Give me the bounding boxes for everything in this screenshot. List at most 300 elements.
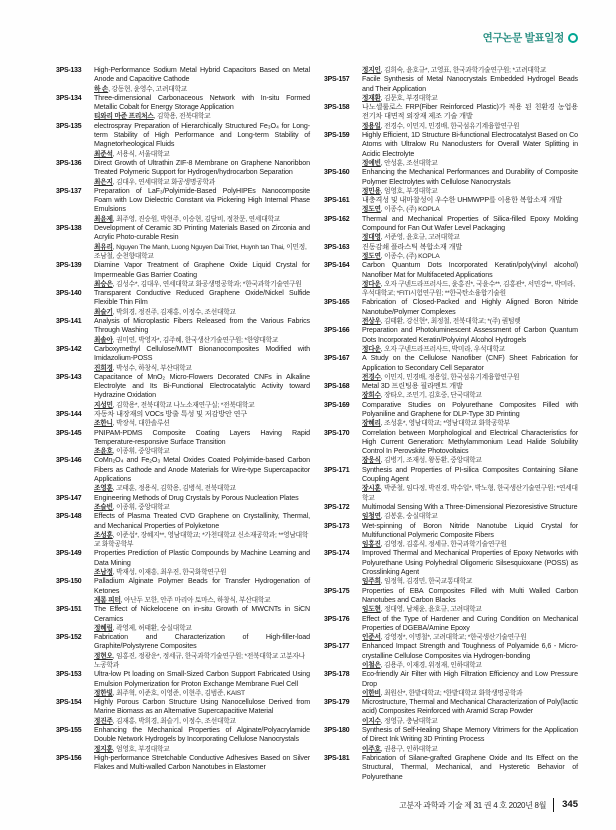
paper-title: Effect of the Type of Hardener and Curing Condition on Mechanical Properties of DGEBA/Amine Epoxy (362, 614, 578, 632)
paper-id: 3PS-147 (56, 494, 82, 502)
paper-id: 3PS-143 (56, 373, 82, 381)
first-author: 최준석 (94, 150, 113, 158)
paper-body (90, 317, 310, 345)
paper-id: 3PS-173 (324, 522, 350, 530)
paper-authors (362, 345, 578, 354)
paper-id: 3PS-179 (324, 699, 350, 707)
paper-id: 3PS-137 (56, 187, 82, 195)
paper-title: Enhancing the Mechanical Properties of Alginate/Polyacrylamide Double Network Hydrogels by Incorporating Cellulose Nanocrystals (94, 726, 310, 744)
paper-body (90, 512, 310, 549)
paper-body (358, 354, 578, 382)
paper-id: 3PS-160 (324, 169, 350, 177)
coauthors-affiliations: , 서용식, 서울대학교 (112, 150, 170, 158)
paper-title: PNIPAM-PDMS Composite Coating Layers Having Rapid Temperature-responsive Surface Transition (94, 428, 310, 446)
paper-title: The Effect of Nickelocene on in-situ Growth of MWCNTs in SiCN Ceramics (94, 605, 310, 623)
first-author: 조성훈 (94, 531, 113, 539)
paper-id: 3PS-156 (56, 754, 82, 762)
paper-id: 3PS-174 (324, 550, 350, 558)
coauthors-affiliations: , 정대영, 남채윤, 윤호규, 고려대학교 (380, 606, 482, 614)
paper-authors (94, 624, 310, 633)
first-author: 제롬 피터 (94, 596, 121, 604)
journal-title: 고분자 과학과 기술 제 31 권 4 호 2020년 8월 (399, 800, 547, 810)
first-author: 임주희 (362, 578, 381, 586)
paper-authors (362, 745, 578, 754)
paper-authors (362, 233, 578, 242)
first-author: 진희경 (94, 364, 113, 372)
paper-authors (362, 94, 578, 103)
first-author: 최윤제 (94, 215, 113, 223)
paper-entry (324, 754, 578, 782)
page-number: 345 (553, 798, 578, 812)
paper-entry (324, 103, 578, 131)
paper-body (358, 615, 578, 643)
paper-title: Fabrication of Silane-grafted Graphene Oxide and Its Effect on the Structural, Thermal, Mechanical, and Hysteretic Behavior of Polyurethane (362, 753, 578, 781)
paper-entry (56, 512, 310, 549)
paper-body (358, 587, 578, 615)
paper-body (358, 549, 578, 586)
paper-authors (94, 401, 310, 410)
paper-id: 3PS-175 (324, 587, 350, 595)
paper-entry (56, 605, 310, 633)
first-author: 정예빈 (362, 159, 381, 167)
paper-body (90, 66, 310, 94)
paper-body (358, 261, 578, 298)
paper-title: Synthesis and Properties of PI-silica Composites Containing Silane Coupling Agent (362, 465, 578, 484)
coauthors-affiliations: , 김희숙, 윤호규*, 고영표, 한국과학기술연구원; *고려대학교 (380, 67, 547, 74)
paper-id: 3PS-154 (56, 699, 82, 707)
paper-title: Comparative Studies on Polyurethane Composites Filled with Polyaniline and Graphene for DLP-Type 3D Printing (362, 400, 578, 418)
paper-authors (362, 122, 578, 131)
coauthors-affiliations: , 박재성, 이재흥, 최우진, 한국화학연구원 (112, 569, 227, 577)
coauthors-affiliations: , 김용주, 이재경, 위정재, 인하대학교 (380, 662, 482, 669)
paper-authors (94, 215, 310, 224)
paper-title: Highly Porous Carbon Structure Using Nanocellulose Derived from Marine Biomass as an Alternative Supercapacitive Material (94, 698, 310, 716)
paper-authors (362, 159, 578, 168)
paper-id: 3PS-152 (56, 634, 82, 642)
paper-title: Synthesis of Self-Healing Shape Memory Vitrimers for the Application of Direct Ink Writing 3D Printing Process (362, 726, 578, 744)
paper-body (358, 75, 578, 103)
paper-title: 진동감쇄 플라스틱 복합소재 개발 (362, 242, 463, 251)
first-author: 이한비 (362, 689, 381, 697)
paper-entry (324, 549, 578, 586)
paper-authors (94, 447, 310, 456)
coauthors-affiliations: , 이준섭*, 장혜지**, 영남대학교; *가천대학교 신소재공학과; **영남대학교 화학공학부 (94, 531, 309, 549)
paper-entry (324, 131, 578, 168)
first-author: 장혜리 (362, 420, 381, 428)
paper-title: Capacitance of MnO₂ Micro-Flowers Decorated CNFs in Alkaline Electrolyte and Its Bi-Functional Electrocatalytic Activity toward Hydrazine Oxidation (94, 372, 310, 400)
coauthors-affiliations: , 임홍진, 정광운*, 정세규, 한국과학기술연구원; *전북대학교 고분자나노공학과 (94, 652, 305, 669)
paper-title: 내충격성 및 내마찰성이 우수한 UHMWPP를 이용한 복합소재 개발 (362, 196, 563, 205)
header-title: 연구논문 발표일정 (482, 32, 564, 44)
coauthors-affiliations: , Nguyen The Manh, Luong Nguyen Dai Triet, Huynh tan Thai, 이민정, 조남철, 순천향대학교 (94, 243, 307, 260)
coauthors-affiliations: , 김문호, 부경대학교 (380, 94, 438, 102)
coauthors-affiliations: , 김태환, 강신현*, 최정철, 전북대학교; *(주) 퀀텀렛 (380, 318, 521, 326)
column-right (324, 66, 578, 782)
paper-entry (56, 577, 310, 605)
paper-entry (56, 726, 310, 754)
paper-authors (362, 205, 578, 214)
paper-authors (362, 577, 578, 586)
first-author: 정다운 (362, 280, 381, 288)
paper-id: 3PS-140 (56, 290, 82, 298)
first-author: 최슬기 (94, 308, 113, 316)
paper-id: 3PS-163 (324, 243, 350, 251)
paper-body (90, 754, 310, 773)
paper-authors (94, 150, 310, 159)
paper-entry (324, 298, 578, 326)
paper-entry (324, 429, 578, 466)
paper-title: Wet-spinning of Boron Nitride Nanotube Liquid Crystal for Multifunctional Polymeric Composite Fibers (362, 521, 578, 539)
paper-entry (56, 698, 310, 726)
paper-entry (56, 754, 310, 773)
paper-authors (94, 419, 310, 428)
paper-title: CoMn₂O₄ and Fe₂O₃ Metal Oxides Coated Polyimide-based Carbon Fibers as Cathode and Anode Materials for Wire-type Supercapacitor Applications (94, 456, 310, 484)
paper-id: 3PS-178 (324, 671, 350, 679)
paper-title: Correlation between Morphological and Electrical Characteristics for High Current Generation: Methylammonium Lead Halide Solubility Control In Perovskite Photovoltaics (362, 428, 578, 456)
coauthors-affiliations: , 강영정*, 이명철*, 고려대학교; *한국생산기술연구원 (380, 634, 527, 642)
paper-authors (362, 252, 578, 261)
paper-body (358, 298, 578, 326)
paper-id: 3PS-141 (56, 318, 82, 326)
paper-authors (362, 512, 578, 521)
ring-icon (568, 33, 578, 43)
paper-entry (56, 670, 310, 698)
paper-authors (94, 336, 310, 345)
paper-entry (324, 75, 578, 103)
paper-title: Three-dimensional Carbonaceous Network with In-situ Formed Metallic Cobalt for Energy Storage Application (94, 93, 310, 112)
paper-body (90, 122, 310, 159)
paper-entry (324, 522, 578, 550)
paper-authors (362, 484, 578, 503)
paper-entry (56, 456, 310, 493)
paper-id: 3PS-136 (56, 159, 82, 167)
page-footer (399, 798, 578, 812)
first-author: 정대영 (362, 234, 381, 242)
paper-title: Thermal and Mechanical Properties of Silica-filled Epoxy Molding Compound for Fan Out Wafer Level Packaging (362, 214, 578, 233)
coauthors-affiliations: , 오자 구넨드라프러사드, 윤홍진*, 국윤수**, 김홍관*, 서민강**, 박미라, 우석대학교; *FITI시험연구원; **한국탄소융합기술원 (362, 280, 575, 298)
paper-title: Fabrication and Characterization of High-filler-load Graphite/Polystyrene Composites (94, 633, 310, 651)
paper-authors (94, 484, 310, 493)
paper-entry (56, 410, 310, 429)
paper-id: 3PS-172 (324, 503, 350, 511)
first-author: 정도연 (362, 206, 381, 214)
paper-id: 3PS-149 (56, 550, 82, 558)
paper-title: electrospray Preparation of Hierarchically Structured Fe₃O₄ for Long-term Stability of High Performance and Long-term Stability of Magnetorheological Fluids (94, 121, 310, 149)
paper-authors (362, 689, 578, 698)
first-author: 최은지 (94, 178, 113, 186)
first-author: 조남정 (94, 569, 113, 577)
paper-authors (94, 568, 310, 577)
coauthors-affiliations: , 김재홍, 박희경, 최슬기, 이정수, 조선대학교 (112, 717, 236, 725)
coauthors-affiliations: , 조성훈*, 영남대학교; *영남대학교 화학공학부 (380, 420, 510, 428)
coauthors-affiliations: , 안성훈, 조선대학교 (380, 159, 438, 167)
coauthors-affiliations: , 김학용, 전북대학교 (153, 113, 211, 121)
paper-id: 3PS-165 (324, 299, 350, 307)
paper-body (358, 401, 578, 429)
paper-entry (324, 587, 578, 615)
paper-authors (362, 605, 578, 614)
paper-id: 3PS-171 (324, 466, 350, 474)
paper-title: Enhanced Impact Strength and Toughness of Polyamide 6,6 - Micro-crystalline Cellulose Composites via Hydrogen-bonding (362, 642, 578, 660)
first-author: 최승은 (94, 280, 113, 288)
paper-id: 3PS-139 (56, 262, 82, 270)
paper-body (90, 224, 310, 261)
paper-title: Properties of EBA Composites Filled with Multi Walled Carbon Nanotubes and Carbon Blacks (362, 586, 578, 604)
paper-authors (94, 745, 310, 754)
paper-entry (324, 215, 578, 243)
coauthors-affiliations: , 권미연, 박영자*, 김주혜, 한국생산기술연구원; *한양대학교 (112, 336, 279, 344)
paper-body (90, 289, 310, 317)
paper-body (358, 382, 578, 401)
paper-body (358, 522, 578, 550)
coauthors-affiliations: , 박성수, 하창식, 부산대학교 (112, 364, 192, 372)
paper-title: 나노셀룰로스 FRP(Fiber Reinforced Plastic)가 적용 된 친환경 농업용 전기차 대면적 외장재 제조 기술 개발 (362, 103, 578, 121)
paper-title: A Study on the Cellulose Nanofiber (CNF) Sheet Fabrication for Application to Secondary Cell Separator (362, 354, 578, 372)
paper-body (90, 670, 310, 698)
paper-body (358, 196, 578, 215)
paper-id: 3PS-138 (56, 225, 82, 233)
paper-authors (94, 112, 310, 121)
paper-title: Analysis of Microplastic Fibers Released from the Various Fabrics Through Washing (94, 317, 310, 335)
paper-authors (362, 317, 578, 326)
coauthors-affiliations: , 권용구, 인하대학교 (380, 745, 438, 753)
paper-entry (324, 354, 578, 382)
paper-body (90, 456, 310, 493)
paper-id: 3PS-134 (56, 94, 82, 102)
page-header (483, 30, 578, 45)
first-author: 최솔아 (94, 336, 113, 344)
paper-id: 3PS-181 (324, 754, 350, 762)
paper-authors (362, 633, 578, 642)
coauthors-affiliations: , 전경수, 이민지, 민경배, 한국섬유기계융합연구원 (380, 122, 520, 130)
coauthors-affiliations: , 이종수, (주) KOPLA (380, 206, 440, 214)
coauthors-affiliations: , 김성수*, 김대우, 연세대학교 화공생명공학과; *한국과학기술연구원 (112, 280, 302, 288)
paper-body (90, 261, 310, 289)
first-author: 임도현 (362, 606, 381, 614)
paper-entry (56, 224, 310, 261)
coauthors-affiliations: , 김병기, 조재성, 왕동환, 중앙대학교 (380, 457, 482, 465)
paper-entry (324, 466, 578, 503)
paper-entry (56, 122, 310, 159)
coauthors-affiliations: , 장타오, 조민기, 김호중, 단국대학교 (380, 392, 482, 400)
paper-title: High-Performance Sodium Metal Hybrid Capacitors Based on Metal Anode and Capacitive Cathode (94, 66, 310, 84)
first-author: 정혜림 (94, 624, 113, 632)
first-author: 정현오 (94, 652, 113, 660)
paper-entry (324, 401, 578, 429)
paper-authors (362, 419, 578, 428)
paper-id: 3PS-158 (324, 104, 350, 112)
paper-title: Improved Thermal and Mechanical Properties of Epoxy Networks with Polyurethane Using Polyhedral Oligomeric Silsesquioxane (POSS) as Crosslinking Agent (362, 549, 578, 577)
paper-title: Preparation of LaF₃/Polyimide-Based PolyHIPEs Nanocomposite Foam with Low Dielectric Constant via Pickering High Internal Phase Emulsions (94, 186, 310, 214)
coauthors-affiliations: , 아난두 모한, 안주 마리아 토마스, 하창식, 부산대학교 (120, 596, 271, 604)
paper-authors (362, 280, 578, 299)
first-author: 인준서 (362, 634, 381, 642)
paper-id: 3PS-176 (324, 615, 350, 623)
paper-authors (362, 456, 578, 465)
paper-body (358, 503, 578, 522)
paper-title: Effects of Plasma Treated CVD Graphene on Crystallinity, Thermal, and Mechanical Properties of Polyketone (94, 512, 310, 530)
paper-entry (324, 698, 578, 726)
paper-authors (94, 596, 310, 605)
paper-body (358, 103, 578, 131)
coauthors-affiliations: , 서준영, 윤호규, 고려대학교 (380, 234, 460, 242)
paper-id: 3PS-153 (56, 671, 82, 679)
paper-body (90, 577, 310, 605)
paper-title: Eco-friendly Air Filter with High Filtration Efficiency and Low Pressure Drop (362, 670, 578, 688)
paper-list (56, 66, 578, 782)
paper-authors (94, 531, 310, 550)
paper-id: 3PS-142 (56, 345, 82, 353)
paper-authors (362, 717, 578, 726)
coauthors-affiliations: , 엄영호, 부경대학교 (112, 745, 170, 753)
paper-authors (362, 373, 578, 382)
first-author: 이주호 (362, 745, 381, 753)
paper-entry (324, 642, 578, 670)
coauthors-affiliations: , 박희경, 정진주, 김재홍, 이정수, 조선대학교 (112, 308, 236, 316)
paper-body (358, 466, 578, 503)
coauthors-affiliations: , 곽영제, 허태환, 숭실대학교 (112, 624, 192, 632)
paper-entry (324, 168, 578, 196)
paper-entry (56, 289, 310, 317)
paper-entry (56, 187, 310, 224)
coauthors-affiliations: , 임정혁, 김경민, 한국교통대학교 (380, 578, 473, 586)
first-author: 하 손 (94, 85, 109, 93)
paper-body (358, 326, 578, 354)
paper-body (358, 642, 578, 670)
first-author: 정지훈 (94, 745, 113, 753)
coauthors-affiliations: , 김봉훈, 숭실대학교 (380, 513, 438, 521)
paper-body (358, 429, 578, 466)
paper-authors (94, 364, 310, 373)
first-author: 정민용 (362, 187, 381, 195)
first-author: 전상우 (362, 318, 381, 326)
coauthors-affiliations: , 이종휘, 중앙대학교 (112, 503, 170, 511)
paper-entry (324, 503, 578, 522)
coauthors-affiliations: , 최원산*, 한밭대학교; *한밭대학교 화학생명공학과 (380, 689, 523, 697)
paper-id: 3PS-168 (324, 383, 350, 391)
first-author: 정지인 (362, 67, 381, 74)
paper-title: Diamine Vapor Treatment of Graphene Oxide Liquid Crystal for Impermeable Gas Barrier Coating (94, 261, 310, 279)
paper-body (358, 215, 578, 243)
coauthors-affiliations: , 이민지, 민경배, 정용일, 한국섬유기계융합연구원 (380, 373, 520, 381)
paper-entry (324, 670, 578, 698)
paper-body (90, 605, 310, 633)
paper-title: Engineering Methods of Drug Crystals by Porous Nucleation Plates (94, 493, 299, 502)
paper-body (90, 549, 310, 577)
paper-entry (56, 66, 310, 94)
paper-entry (324, 66, 578, 75)
paper-id: 3PS-145 (56, 429, 82, 437)
first-author: 전경수 (362, 373, 381, 381)
coauthors-affiliations: , 고태훈, 정용식, 김학용, 김병석, 전북대학교 (112, 485, 236, 493)
paper-title: High-performance Stretchable Conductive Adhesives Based on Silver Flakes and Multi-walled Carbon Nanotubes in Elastomer (94, 753, 310, 772)
paper-id: 3PS-170 (324, 429, 350, 437)
first-author: 조영훈 (94, 485, 113, 493)
paper-authors (94, 652, 310, 671)
paper-entry (56, 317, 310, 345)
paper-id: 3PS-169 (324, 401, 350, 409)
first-author: 조윤호 (94, 448, 113, 456)
paper-title: Enhancing the Mechanical Performances and Durability of Composite Polymer Electrolytes with Cellulose Nanocrystals (362, 168, 578, 186)
first-author: 조슬빈 (94, 503, 113, 511)
paper-entry (56, 429, 310, 457)
first-author: 정재환 (362, 94, 381, 102)
coauthors-affiliations: , 오자 구넨드라프러사드, 박미라, 우석대학교 (380, 345, 506, 353)
paper-authors (362, 661, 578, 670)
paper-id: 3PS-133 (56, 67, 82, 74)
paper-body (90, 726, 310, 754)
paper-id: 3PS-162 (324, 215, 350, 223)
paper-authors (94, 503, 310, 512)
paper-id: 3PS-148 (56, 513, 82, 521)
first-author: 조한니 (94, 420, 113, 428)
paper-title: Metal 3D 프린팅용 필라멘트 개발 (362, 382, 463, 391)
paper-title: Carboxymethyl Cellulose/MMT Bionanocomposites Modified with Imidazolium-POSS (94, 344, 310, 363)
paper-authors (362, 540, 578, 549)
paper-id: 3PS-166 (324, 327, 350, 335)
paper-entry (324, 243, 578, 262)
paper-body (358, 670, 578, 698)
paper-body (90, 187, 310, 224)
paper-body (358, 698, 578, 726)
paper-id: 3PS-144 (56, 410, 82, 418)
paper-id: 3PS-167 (324, 355, 350, 363)
paper-body (90, 410, 310, 429)
coauthors-affiliations: , 박준철, 임다정, 박진경, 박수일*, 박노형, 한국생산기술연구원; *연세대학교 (362, 485, 578, 502)
coauthors-affiliations: , 최주영, 진승원, 박현주, 이승현, 김담비, 정찬문, 연세대학교 (112, 215, 280, 223)
paper-authors (94, 280, 310, 289)
paper-entry (56, 159, 310, 187)
first-author: 장시훈 (362, 485, 381, 493)
paper-entry (324, 382, 578, 401)
first-author: 장희수 (362, 392, 381, 400)
paper-entry (56, 94, 310, 122)
paper-title: Fabrication of Closed-Packed and Highly Aligned Boron Nitride Nanotube/Polymer Complexes (362, 298, 578, 316)
paper-id: 3PS-151 (56, 606, 82, 614)
paper-entry (324, 726, 578, 754)
paper-title: Multimodal Sensing With a Three-Dimensional Piezoresistive Structure (362, 502, 578, 511)
paper-entry (56, 261, 310, 289)
paper-body (90, 373, 310, 410)
paper-id: 3PS-177 (324, 643, 350, 651)
paper-entry (324, 196, 578, 215)
paper-id: 3PS-150 (56, 578, 82, 586)
paper-title: Properties Prediction of Plastic Compounds by Machine Learning and Data Mining (94, 549, 310, 567)
paper-body (358, 131, 578, 168)
first-author: 임청연 (362, 513, 381, 521)
paper-title: Development of Ceramic 3D Printing Materials Based on Zirconia and Acrylic Photo-curable Resin (94, 224, 310, 242)
paper-body (358, 726, 578, 754)
paper-body (358, 66, 578, 75)
paper-id: 3PS-157 (324, 76, 350, 84)
paper-title: Transparent Conductive Reduced Graphene Oxide/Nickel Sulfide Flexible Thin Film (94, 289, 310, 307)
first-author: 정용일 (362, 122, 381, 130)
paper-authors (94, 308, 310, 317)
paper-body (90, 345, 310, 373)
paper-title: Microstructure, Thermal and Mechanical Characterization of Poly(lactic acid) Composites Reinforced with Aramid Scrap Powder (362, 698, 578, 716)
paper-body (90, 159, 310, 187)
paper-entry (56, 633, 310, 670)
coauthors-affiliations: , 이종수, (주) KOPLA (380, 252, 440, 260)
paper-id: 3PS-135 (56, 122, 82, 130)
paper-entry (56, 373, 310, 410)
paper-entry (324, 615, 578, 643)
paper-body (90, 494, 310, 513)
first-author: 정다운 (362, 345, 381, 353)
paper-authors (94, 689, 310, 698)
paper-title: Direct Growth of Ultrathin ZIF-8 Membrane on Graphene Nanoribbon Treated Polymeric Support for Hydrogen/hydrocarbon Separation (94, 158, 310, 177)
coauthors-affiliations: , 이종휘, 중앙대학교 (112, 448, 170, 456)
